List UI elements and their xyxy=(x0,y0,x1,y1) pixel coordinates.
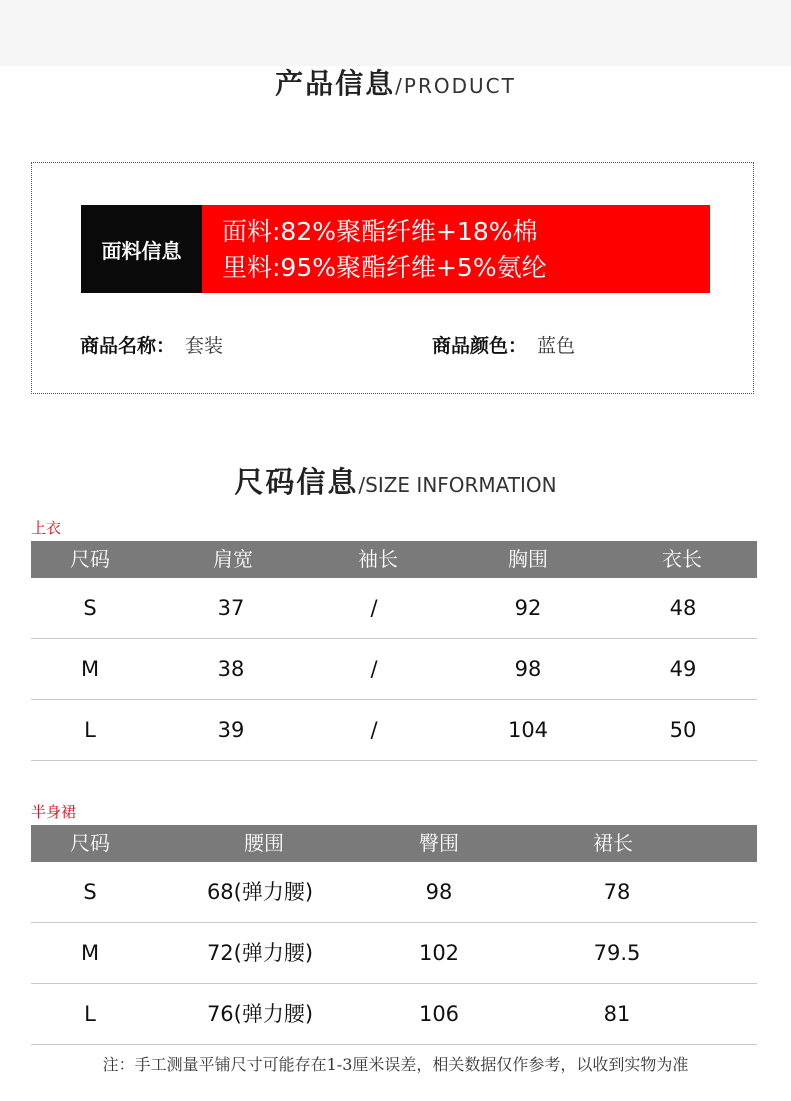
table-row xyxy=(31,923,757,984)
table-cell: 104 xyxy=(507,718,549,742)
fabric-line-outer: 面料:82%聚酯纤维+18%棉 xyxy=(222,217,538,246)
table-cell: L xyxy=(84,1002,96,1026)
product-info-box xyxy=(31,162,754,394)
measurement-note: 注：手工测量平铺尺寸可能存在1-3厘米误差，相关数据仅作参考，以收到实物为准 xyxy=(102,1055,689,1074)
header-cell: 胸围 xyxy=(508,547,548,571)
product-title-en: /PRODUCT xyxy=(395,74,516,98)
product-name-value: 套装 xyxy=(185,335,224,357)
table-cell: 81 xyxy=(603,1002,631,1026)
top-table-label: 上衣 xyxy=(31,519,62,537)
table-cell: 39 xyxy=(217,718,245,742)
table-row xyxy=(31,862,757,923)
header-cell: 腰围 xyxy=(244,831,284,855)
size-title-cn: 尺码信息 xyxy=(234,465,359,499)
table-cell: 106 xyxy=(418,1002,460,1026)
header-cell: 尺码 xyxy=(70,547,110,571)
table-cell: S xyxy=(83,596,97,620)
table-cell: 92 xyxy=(514,596,542,620)
fabric-label: 面料信息 xyxy=(81,205,202,293)
table-cell: / xyxy=(370,657,378,681)
product-title-cn: 产品信息 xyxy=(275,67,396,100)
size-title-en: /SIZE INFORMATION xyxy=(358,473,557,497)
top-bar xyxy=(0,0,791,66)
fabric-line-lining: 里料:95%聚酯纤维+5%氨纶 xyxy=(222,253,547,282)
table-cell: M xyxy=(80,657,100,681)
table-header xyxy=(31,541,757,578)
skirt-size-table xyxy=(31,825,757,1045)
table-cell: / xyxy=(370,596,378,620)
table-cell: 48 xyxy=(669,596,697,620)
size-section-title xyxy=(0,460,791,501)
product-color-key: 商品颜色： xyxy=(432,335,528,357)
table-row xyxy=(31,984,757,1045)
table-cell: 49 xyxy=(669,657,697,681)
table-cell: S xyxy=(83,880,97,904)
product-color-value: 蓝色 xyxy=(537,335,576,357)
table-cell: 50 xyxy=(669,718,697,742)
table-cell: 102 xyxy=(418,941,460,965)
table-cell: M xyxy=(80,941,100,965)
header-cell: 袖长 xyxy=(358,547,398,571)
product-section-title xyxy=(0,62,791,102)
table-row xyxy=(31,700,757,761)
table-cell: L xyxy=(84,718,96,742)
product-name-key: 商品名称： xyxy=(80,335,176,357)
table-row xyxy=(31,639,757,700)
table-cell: 37 xyxy=(217,596,245,620)
header-cell: 肩宽 xyxy=(213,547,253,571)
table-cell: 38 xyxy=(217,657,245,681)
product-color-field xyxy=(432,331,575,358)
table-cell: 76(弹力腰) xyxy=(206,1002,314,1026)
skirt-table-label: 半身裙 xyxy=(31,803,77,821)
header-cell: 臀围 xyxy=(419,831,459,855)
table-cell: 98 xyxy=(514,657,542,681)
table-header xyxy=(31,825,757,862)
fabric-composition xyxy=(202,205,710,293)
table-cell: 72(弹力腰) xyxy=(206,941,314,965)
table-row xyxy=(31,578,757,639)
header-cell: 衣长 xyxy=(662,547,702,571)
table-cell: 98 xyxy=(425,880,453,904)
table-cell: 78 xyxy=(603,880,631,904)
top-size-table xyxy=(31,541,757,761)
header-cell: 裙长 xyxy=(593,831,633,855)
product-name-field xyxy=(80,331,223,358)
table-cell: / xyxy=(370,718,378,742)
table-cell: 68(弹力腰) xyxy=(206,880,314,904)
header-cell: 尺码 xyxy=(70,831,110,855)
table-cell: 79.5 xyxy=(593,941,641,965)
